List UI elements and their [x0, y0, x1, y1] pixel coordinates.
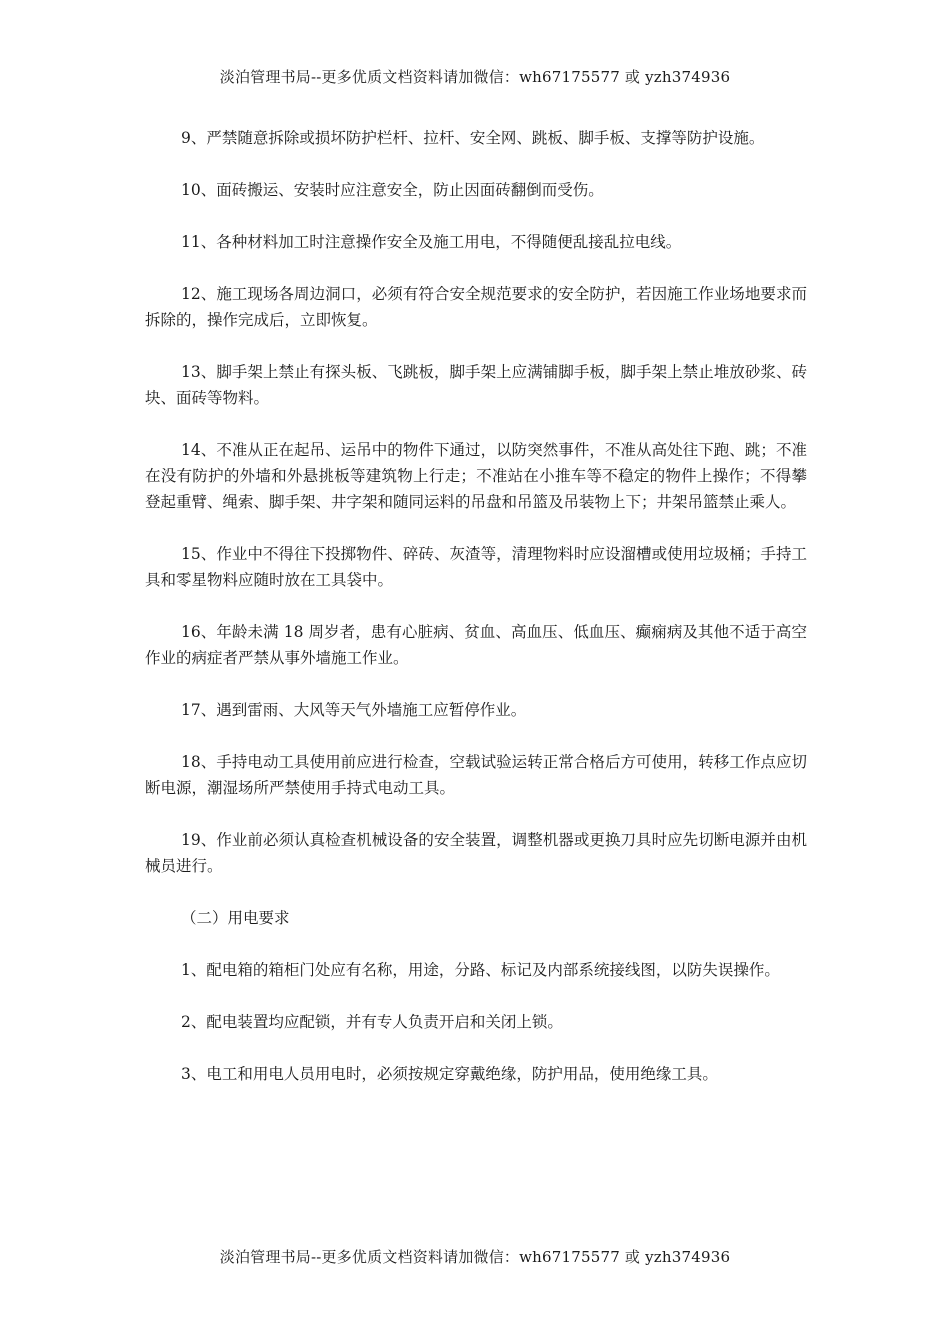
paragraph-electric-2: 2、配电装置均应配锁，并有专人负责开启和关闭上锁。	[181, 1013, 563, 1031]
section-heading-electricity: （二）用电要求	[181, 909, 290, 927]
page-footer: 淡泊管理书局--更多优质文档资料请加微信：wh67175577 或 yzh374936	[219, 1248, 731, 1266]
paragraph-rule-9: 9、严禁随意拆除或损坏防护栏杆、拉杆、安全网、跳板、脚手板、支撑等防护设施。	[181, 129, 765, 147]
page-header: 淡泊管理书局--更多优质文档资料请加微信：wh67175577 或 yzh374936	[219, 68, 731, 86]
document-body	[145, 125, 807, 1113]
paragraph-rule-13: 13、脚手架上禁止有探头板、飞跳板，脚手架上应满铺脚手板，脚手架上禁止堆放砂浆、砖块、面砖等物料。	[145, 363, 807, 407]
paragraph-rule-16: 16、年龄未满 18 周岁者，患有心脏病、贫血、高血压、低血压、癫痫病及其他不适于高空作业的病症者严禁从事外墙施工作业。	[145, 623, 807, 667]
paragraph-rule-15: 15、作业中不得往下投掷物件、碎砖、灰渣等，清理物料时应设溜槽或使用垃圾桶；手持工具和零星物料应随时放在工具袋中。	[145, 545, 807, 589]
paragraph-rule-18: 18、手持电动工具使用前应进行检查，空载试验运转正常合格后方可使用，转移工作点应切断电源，潮湿场所严禁使用手持式电动工具。	[145, 753, 807, 797]
paragraph-rule-12: 12、施工现场各周边洞口，必须有符合安全规范要求的安全防护，若因施工作业场地要求而拆除的，操作完成后，立即恢复。	[145, 285, 807, 329]
paragraph-rule-11: 11、各种材料加工时注意操作安全及施工用电，不得随便乱接乱拉电线。	[181, 233, 682, 251]
paragraph-rule-19: 19、作业前必须认真检查机械设备的安全装置，调整机器或更换刀具时应先切断电源并由机械员进行。	[145, 831, 807, 875]
paragraph-electric-3: 3、电工和用电人员用电时，必须按规定穿戴绝缘，防护用品，使用绝缘工具。	[181, 1065, 718, 1083]
paragraph-rule-14: 14、不准从正在起吊、运吊中的物件下通过，以防突然事件，不准从高处往下跑、跳；不准在没有防护的外墙和外悬挑板等建筑物上行走；不准站在小推车等不稳定的物件上操作；不得攀登起重臂、绳索、脚手架、井字架和随同运料的吊盘和吊篮及吊装物上下；井架吊篮禁止乘人。	[145, 441, 807, 511]
paragraph-rule-17: 17、遇到雷雨、大风等天气外墙施工应暂停作业。	[181, 701, 527, 719]
paragraph-electric-1: 1、配电箱的箱柜门处应有名称，用途，分路、标记及内部系统接线图，以防失误操作。	[181, 961, 780, 979]
paragraph-rule-10: 10、面砖搬运、安装时应注意安全，防止因面砖翻倒而受伤。	[181, 181, 604, 199]
